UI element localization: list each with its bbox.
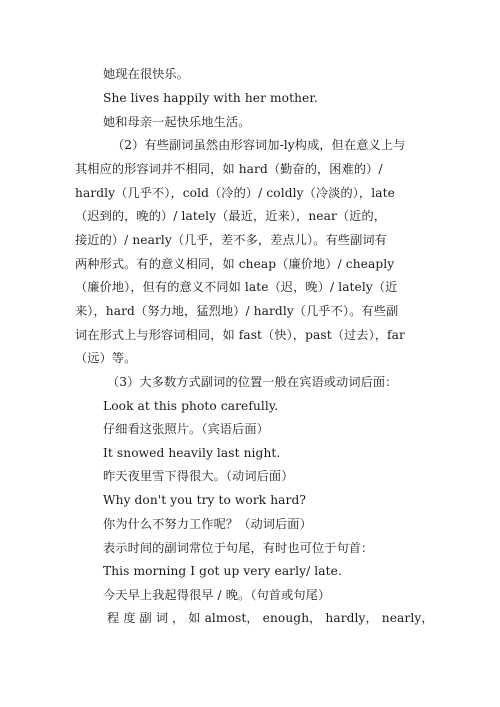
text-line: 今天早上我起得很早 / 晚。（句首或句尾） xyxy=(103,588,331,602)
text-line: 两种形式。有的意义相同，如 cheap（廉价地）/ cheaply xyxy=(75,257,395,271)
text-line: 昨天夜里雪下得很大。（动词后面） xyxy=(103,469,294,483)
text-line: This morning I got up very early/ late. xyxy=(103,564,342,578)
text-line: 接近的）/ nearly（几乎，差不多，差点儿）。有些副词有 xyxy=(75,233,387,247)
text-line: It snowed heavily last night. xyxy=(103,446,281,460)
text-line: 你为什么不努力工作呢？（动词后面） xyxy=(103,517,312,531)
text-line: Why don't you try to work hard? xyxy=(103,493,307,507)
text-line: （远）等。 xyxy=(75,351,137,365)
text-line: 其相应的形容词并不相同，如 hard（勤奋的，困难的）/ xyxy=(75,162,383,176)
text-line: 程 度 副 词 ， 如 almost， enough， hardly， nearly， xyxy=(107,611,434,625)
text-line: 她和母亲一起快乐地生活。 xyxy=(103,115,251,129)
text-line: Look at this photo carefully. xyxy=(103,399,279,413)
text-line: （迟到的，晚的）/ lately（最近，近来），near（近的， xyxy=(75,209,387,223)
text-line: （廉价地），但有的意义不同如 late（迟，晚）/ lately（近 xyxy=(75,280,398,294)
text-line: 她现在很快乐。 xyxy=(103,67,190,81)
text-line: 仔细看这张照片。（宾语后面） xyxy=(103,422,269,436)
text-line: （2）有些副词虽然由形容词加-ly构成，但在意义上与 xyxy=(112,138,406,152)
text-line: 来），hard（努力地，猛烈地）/ hardly（几乎不）。有些副 xyxy=(75,304,399,318)
text-line: She lives happily with her mother. xyxy=(103,91,318,105)
text-line: （3）大多数方式副词的位置一般在宾语或动词后面： xyxy=(107,375,398,389)
text-line: hardly（几乎不），cold（冷的）/ coldly（冷淡的），late xyxy=(75,186,395,200)
text-line: 词在形式上与形容词相同，如 fast（快），past（过去），far xyxy=(75,328,405,342)
text-line: 表示时间的副词常位于句尾，有时也可位于句首： xyxy=(103,541,374,555)
